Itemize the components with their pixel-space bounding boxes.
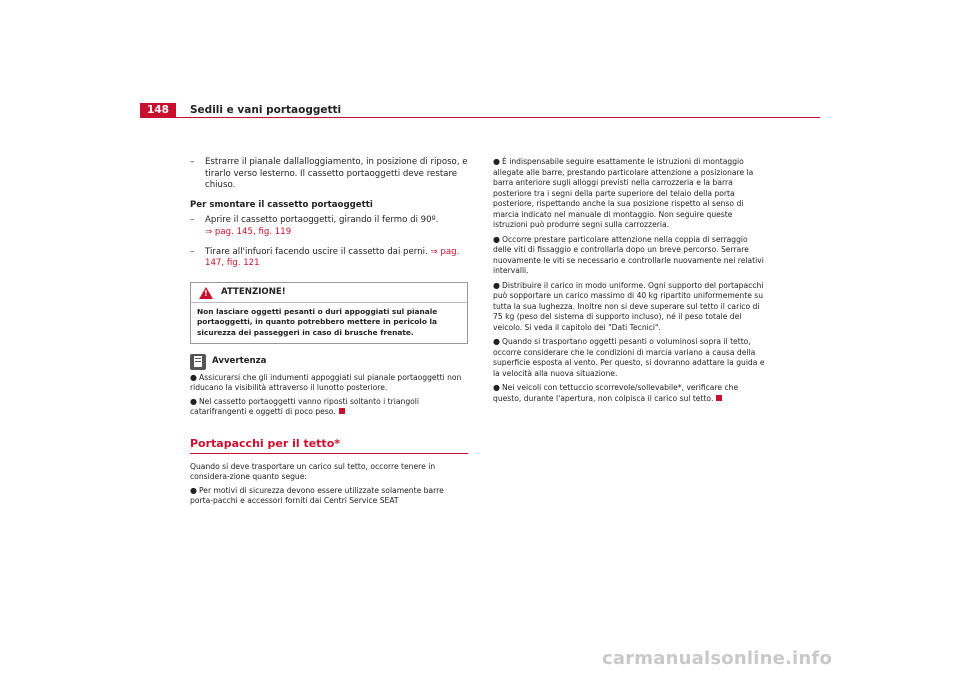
- bullet-dot-icon: ●: [493, 234, 500, 244]
- running-title: Sedili e vani portaoggetti: [190, 104, 342, 116]
- note-header: [190, 354, 468, 370]
- step-item: [190, 247, 468, 270]
- bullet-text: Per motivi di sicurezza devono essere utilizzate solamente barre porta-pacchi e accessori forniti dai Centri Service SEAT: [190, 485, 444, 506]
- page-number: 148: [140, 103, 176, 117]
- bullet-dot-icon: ●: [493, 337, 500, 346]
- step-text: Tirare all'infuori facendo uscire il cassetto dai perni.: [205, 246, 428, 257]
- subheading: Per smontare il cassetto portaoggetti: [190, 199, 373, 210]
- note-icon: [190, 354, 206, 370]
- bullet-text: È indispensabile seguire esattamente le istruzioni di montaggio allegate alle barre, prestando particolare attenzione a posizionare la barra anteriore sugli alloggi previsti nella carrozzeria e la barra posteriore tra i segni della parte superiore del telaio della porta posteriore, rispettando anche la sua posizione rispetto al senso di marcia indicato nel manuale di montaggio. Non seguire queste istruzioni può produrre segni sulla carrozzeria.: [493, 157, 754, 229]
- warning-title: ATTENZIONE!: [221, 286, 286, 297]
- bullet-item: [190, 373, 468, 394]
- watermark: carmanualsonline.info: [602, 648, 833, 669]
- bullet-dot-icon: ●: [190, 396, 197, 406]
- bullet-text: Distribuire il carico in modo uniforme. Ogni supporto del portapacchi può sopportare un carico massimo di 40 kg ripartito uniformemente su tutta la sua lughezza. Inoltre non si deve superare sul tetto il carico di 75 kg (peso del sistema di supporto incluso), né il peso totale del veicolo. Si veda il capitolo dei "Dati Tecnici".: [493, 280, 764, 332]
- section-title: Portapacchi per il tetto*: [190, 438, 468, 454]
- warning-box: [190, 282, 468, 344]
- dash-marker: –: [190, 157, 195, 167]
- warning-header: [191, 283, 467, 303]
- section-end-icon: [339, 408, 345, 414]
- bullet-text: Quando si trasportano oggetti pesanti o voluminosi sopra il tetto, occorre considerare che le condizioni di marcia variano a causa della superficie esposta al vento. Per questo, si dovranno adattare la guida e la velocità alla nuova situazione.: [493, 337, 765, 378]
- bullet-item: [493, 157, 765, 231]
- warning-text: Non lasciare oggetti pesanti o duri appoggiati sul pianale portaoggetti, in quanto potrebbero mettere in pericolo la sicurezza dei passeggeri in caso di brusche frenate.: [197, 306, 438, 337]
- bullet-dot-icon: ●: [493, 383, 500, 392]
- cross-reference-link[interactable]: ⇒ pag. 145, fig. 119: [205, 226, 292, 237]
- step-text: Aprire il cassetto portaoggetti, girando il fermo di 90º.: [205, 215, 439, 226]
- section-end-icon: [716, 395, 722, 401]
- dash-marker: –: [190, 246, 195, 257]
- step-item: [190, 157, 468, 192]
- warning-triangle-icon: !: [199, 287, 213, 299]
- bullet-text: Nei veicoli con tettuccio scorrevole/sollevabile*, verificare che questo, durante l'apertura, non colpisca il carico sul tetto.: [493, 383, 739, 403]
- bullet-item: [190, 486, 468, 507]
- header-rule: [140, 117, 820, 118]
- bullet-item: [493, 281, 765, 334]
- dash-marker: –: [190, 215, 195, 226]
- right-column: [493, 157, 765, 408]
- bullet-item: [190, 397, 468, 418]
- bullet-item: [493, 383, 765, 404]
- bullet-dot-icon: ●: [493, 157, 500, 166]
- bullet-dot-icon: ●: [190, 372, 197, 382]
- left-column: [190, 157, 468, 510]
- step-text: Estrarre il pianale dallalloggiamento, in posizione di riposo, e tirarlo verso lesterno. Il cassetto portaoggetti deve restare chiuso.: [205, 157, 468, 191]
- cross-reference-link[interactable]: ⇒ pag. 147, fig. 121: [205, 246, 460, 269]
- bullet-dot-icon: ●: [190, 485, 197, 495]
- intro-paragraph: Quando si deve trasportare un carico sul tetto, occorre tenere in considera-zione quanto segue:: [190, 461, 436, 482]
- bullet-text: Nel cassetto portaoggetti vanno riposti soltanto i triangoli catarifrangenti e oggetti di poco peso.: [190, 396, 420, 417]
- note-title: Avvertenza: [212, 356, 267, 367]
- bullet-dot-icon: ●: [493, 280, 500, 290]
- bullet-item: [493, 235, 765, 277]
- bullet-item: [493, 337, 765, 379]
- step-item: [190, 215, 468, 238]
- bullet-text: Assicurarsi che gli indumenti appoggiati sul pianale portaoggetti non riducano la visibilità attraverso il lunotto posteriore.: [190, 372, 462, 393]
- bullet-text: Occorre prestare particolare attenzione nella coppia di serraggio delle viti di fissaggio e controllarla dopo un breve percorso. Serrare nuovamente le viti se necessario e controllarle nuovamente nei relativi intervalli.: [493, 234, 764, 275]
